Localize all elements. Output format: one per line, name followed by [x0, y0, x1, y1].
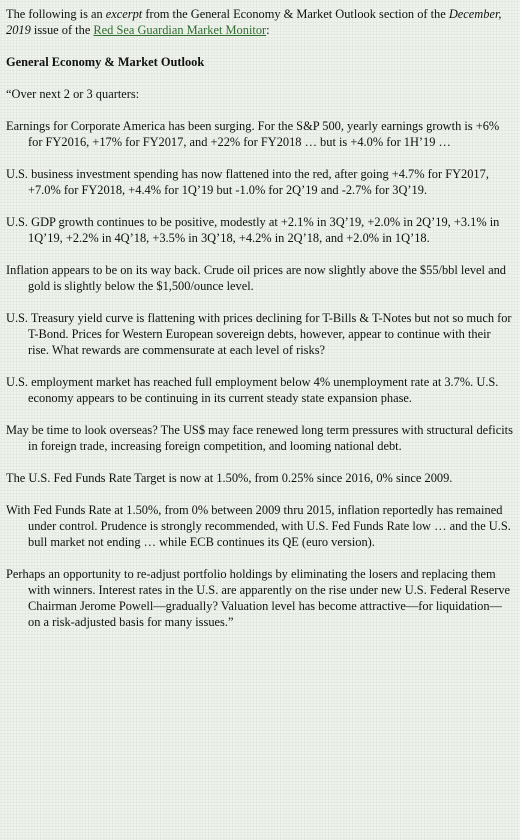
issue-date: December, 2019	[6, 7, 502, 37]
intro-text: issue of the	[30, 23, 94, 37]
excerpt-emphasis: excerpt	[105, 7, 143, 21]
outlook-item: The U.S. Fed Funds Rate Target is now at 1.50%, from 0.25% since 2016, 0% since 2009.	[6, 471, 453, 485]
outlook-item: With Fed Funds Rate at 1.50%, from 0% between 2009 thru 2015, inflation reportedly has remained under control. Prudence is strongly recommended, with U.S. Fed Funds Rate low … and the U.S. bull market not ending … while ECB continues its QE (euro version).	[6, 503, 511, 549]
market-monitor-link[interactable]: Red Sea Guardian Market Monitor	[93, 23, 267, 37]
intro-text: The following is an	[6, 7, 106, 21]
outlook-item: Earnings for Corporate America has been surging. For the S&P 500, yearly earnings growth is +6% for FY2016, +17% for FY2017, and +22% for FY2018 … but is +4.0% for 1H’19 …	[6, 119, 500, 149]
document-body	[6, 6, 514, 646]
outlook-item: U.S. business investment spending has now flattened into the red, after going +4.7% for FY2017, +7.0% for FY2018, +4.4% for 1Q’19 but -1.0% for 2Q’19 and -2.7% for 3Q’19.	[6, 167, 489, 197]
intro-text: :	[266, 23, 270, 37]
outlook-item: U.S. GDP growth continues to be positive, modestly at +2.1% in 3Q’19, +2.0% in 2Q’19, +3.1% in 1Q’19, +2.2% in 4Q’18, +3.5% in 3Q’18, +4.2% in 2Q’18, and +2.0% in 1Q’18.	[6, 215, 500, 245]
outlook-item: Inflation appears to be on its way back. Crude oil prices are now slightly above the $55/bbl level and gold is slightly below the $1,500/ounce level.	[6, 263, 506, 293]
lead-line: “Over next 2 or 3 quarters:	[6, 87, 140, 101]
intro-text: from the General Economy & Market Outlook section of the	[142, 7, 449, 21]
intro-paragraph	[6, 6, 514, 38]
section-heading: General Economy & Market Outlook	[6, 55, 205, 69]
outlook-item: Perhaps an opportunity to re-adjust portfolio holdings by eliminating the losers and replacing them with winners. Interest rates in the U.S. are apparently on the rise under new U.S. Federal Reserve Chairman Jerome Powell—gradually? Valuation level has become attractive—for liquidation—on a risk-adjusted basis for many issues.”	[6, 567, 511, 629]
outlook-item: U.S. employment market has reached full employment below 4% unemployment rate at 3.7%. U.S. economy appears to be continuing in its current steady state expansion phase.	[6, 375, 499, 405]
outlook-item: U.S. Treasury yield curve is flattening with prices declining for T-Bills & T-Notes but not so much for T-Bond. Prices for Western European sovereign debts, however, appear to continue with their rise. What rewards are commensurate at each level of risks?	[6, 311, 512, 357]
outlook-item: May be time to look overseas? The US$ may face renewed long term pressures with structural deficits in foreign trade, increasing foreign competition, and looming national debt.	[6, 423, 513, 453]
